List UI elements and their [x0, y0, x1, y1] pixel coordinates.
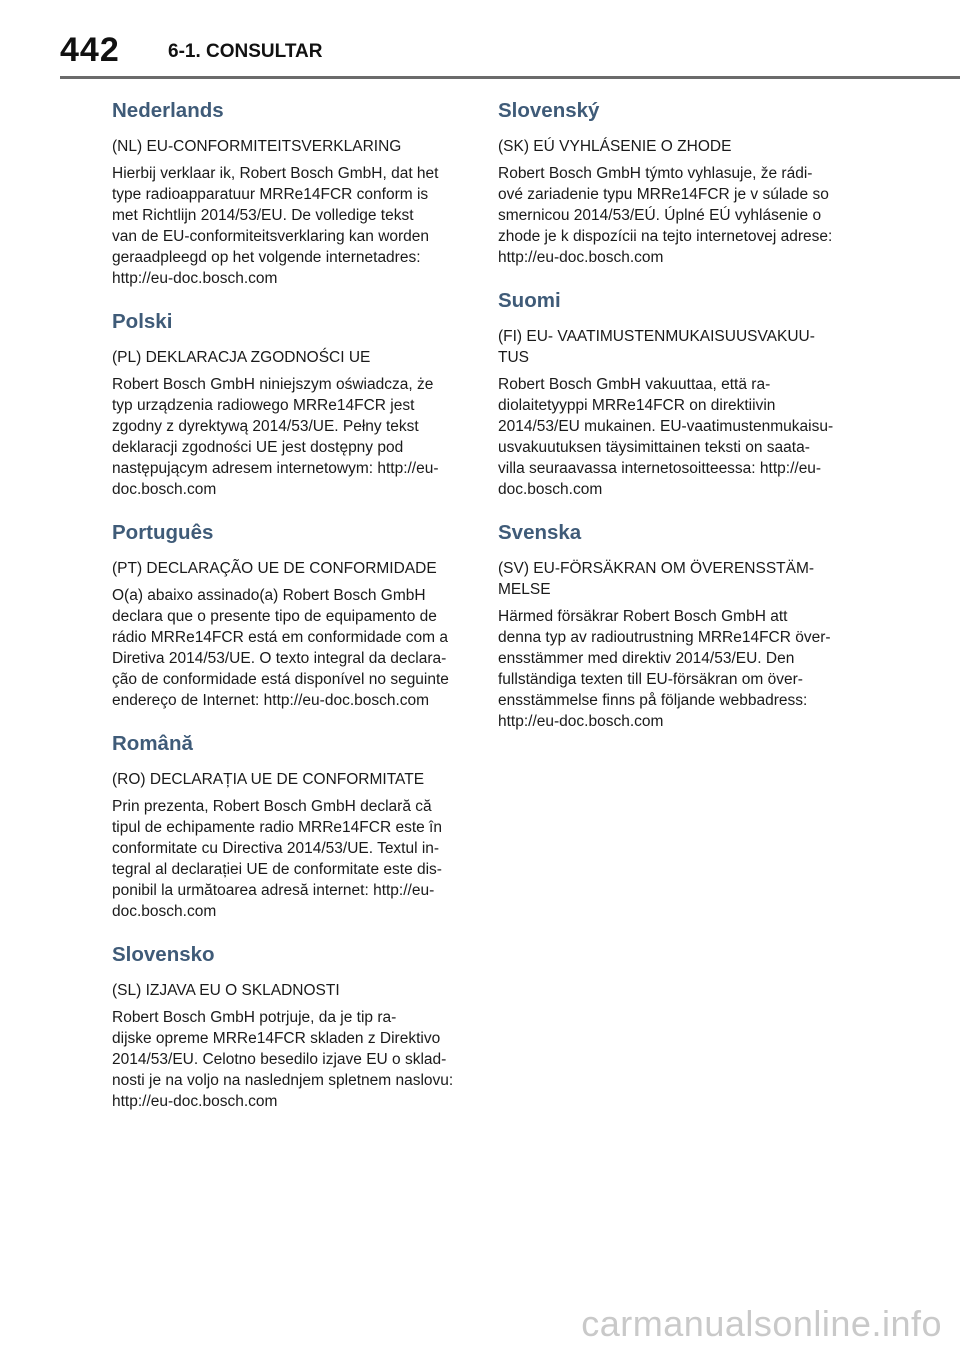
section-body: Härmed försäkrar Robert Bosch GmbH att denna typ av radioutrustning MRRe14FCR över- ensstämmer med direktiv 2014/53/EU. Den fullständiga texten till EU-försäkran om över- ensstämmelse finns på följande webbadress: http://eu-doc.bosch.com	[498, 608, 831, 730]
section-body: Hierbij verklaar ik, Robert Bosch GmbH, dat het type radioapparatuur MRRe14FCR conform is met Richtlijn 2014/53/EU. De volledige tekst van de EU-conformiteitsverklaring kan worden geraadpleegd op het volgende internetadres: http://eu-doc.bosch.com	[112, 165, 439, 287]
chapter-title: 6-1. CONSULTAR	[168, 41, 323, 62]
page-header	[0, 0, 960, 80]
section-body: Robert Bosch GmbH vakuuttaa, että ra- diolaitetyyppi MRRe14FCR on direktiivin 2014/53/EU mukainen. EU-vaatimustenmukaisu- usvakuutuksen täysimittainen teksti on saata- villa seuraavassa internetosoitteessa: http://eu- doc.bosch.com	[498, 376, 834, 498]
section-subtitle: (RO) DECLARAȚIA UE DE CONFORMITATE	[112, 771, 425, 788]
section-subtitle: (SV) EU-FÖRSÄKRAN OM ÖVERENSSTÄM- MELSE	[498, 560, 815, 598]
watermark-text: carmanualsonline.info	[581, 1303, 942, 1344]
section-romana	[112, 729, 464, 922]
section-heading: Svenska	[498, 521, 582, 544]
section-portugues	[112, 518, 464, 711]
section-nederlands	[112, 96, 464, 289]
right-column	[498, 96, 850, 750]
section-svenska	[498, 518, 850, 732]
section-body: Robert Bosch GmbH niniejszym oświadcza, że typ urządzenia radiowego MRRe14FCR jest zgodny z dyrektywą 2014/53/UE. Pełny tekst deklaracji zgodności UE jest dostępny pod następującym adresem internetowym: http://eu- doc.bosch.com	[112, 376, 439, 498]
section-body: O(a) abaixo assinado(a) Robert Bosch GmbH declara que o presente tipo de equipamento de rádio MRRe14FCR está em conformidade com a Diretiva 2014/53/UE. O texto integral da declara- ção de conformidade está disponível no seguinte endereço de Internet: http://eu-doc.bosch.com	[112, 587, 449, 709]
section-heading: Slovensko	[112, 943, 215, 966]
header-rule	[60, 76, 960, 79]
section-polski	[112, 307, 464, 500]
section-heading: Suomi	[498, 289, 561, 312]
page-number: 442	[60, 31, 120, 69]
section-body: Robert Bosch GmbH týmto vyhlasuje, že rádi- ové zariadenie typu MRRe14FCR je v súlade so smernicou 2014/53/EÚ. Úplné EÚ vyhlásenie o zhode je k dispozícii na tejto internetovej adrese: http://eu-doc.bosch.com	[498, 165, 833, 266]
section-body: Prin prezenta, Robert Bosch GmbH declară că tipul de echipamente radio MRRe14FCR este în conformitate cu Directiva 2014/53/UE. Textul in- tegral al declarației UE de conformitate este dis- ponibil la următoarea adresă internet: http://eu- doc.bosch.com	[112, 798, 442, 920]
section-heading: Română	[112, 732, 193, 755]
section-slovensky	[498, 96, 850, 268]
section-subtitle: (PL) DEKLARACJA ZGODNOŚCI UE	[112, 349, 371, 366]
section-subtitle: (SK) EÚ VYHLÁSENIE O ZHODE	[498, 138, 732, 155]
section-heading: Polski	[112, 310, 173, 333]
section-heading: Português	[112, 521, 214, 544]
section-heading: Nederlands	[112, 99, 224, 122]
section-subtitle: (SL) IZJAVA EU O SKLADNOSTI	[112, 982, 340, 999]
section-subtitle: (FI) EU- VAATIMUSTENMUKAISUUSVAKUU- TUS	[498, 328, 815, 366]
left-column	[112, 96, 464, 1130]
section-subtitle: (NL) EU-CONFORMITEITSVERKLARING	[112, 138, 402, 155]
section-suomi	[498, 286, 850, 500]
section-body: Robert Bosch GmbH potrjuje, da je tip ra- dijske opreme MRRe14FCR skladen z Direktivo 2014/53/EU. Celotno besedilo izjave EU o sklad- nosti je na voljo na naslednjem spletnem naslovu: http://eu-doc.bosch.com	[112, 1009, 454, 1110]
section-heading: Slovenský	[498, 99, 600, 122]
section-slovensko	[112, 940, 464, 1112]
section-subtitle: (PT) DECLARAÇÃO UE DE CONFORMIDADE	[112, 560, 437, 577]
